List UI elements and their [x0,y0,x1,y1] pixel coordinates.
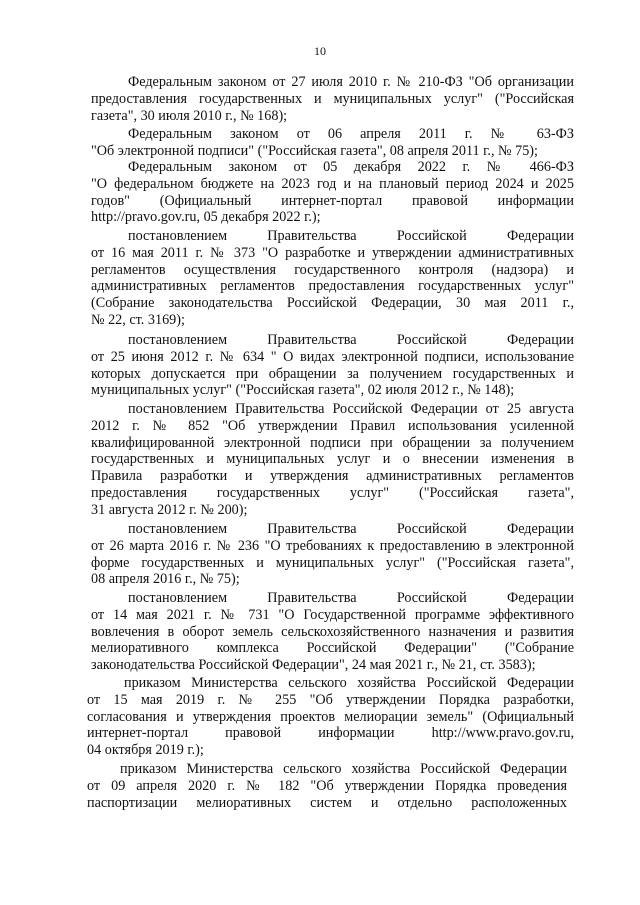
text-line: годов" (Официальный интернет-портал правовой информации [91,192,574,209]
text-line: от 14 мая 2021 г. № 731 "О Государственной программе эффективного [91,606,574,623]
text-line: форме государственных и муниципальных услуг" ("Российская газета", [91,554,574,571]
text-line: Правила разработки и утверждения административных регламентов [91,468,574,485]
paragraph [91,401,574,519]
text-line: от 25 июня 2012 г. № 634 " О видах электронной подписи, использование [91,348,574,365]
text-line: административных регламентов предоставления государственных услуг" [91,278,574,295]
text-line: приказом Министерства сельского хозяйства Российской Федерации [120,761,567,777]
text-line: Федеральным законом от 27 июля 2010 г. № 210-ФЗ "Об организации [128,74,574,90]
paragraph [91,126,574,160]
text-line: постановлением Правительства Российской Федерации [128,521,574,537]
text-line: квалифицированной электронной подписи при обращении за получением [91,434,574,451]
text-line: государственных и муниципальных услуг и о внесении изменения в [91,451,574,468]
text-line: приказом Министерства сельского хозяйства Российской Федерации [124,675,574,691]
page-number: 10 [314,44,326,58]
text-line: от 09 апреля 2020 г. № 182 "Об утверждении Порядка проведения [87,777,567,794]
text-line: Федеральным законом от 05 декабря 2022 г. № 466-ФЗ [128,159,574,175]
text-line: 08 апреля 2016 г., № 75); [91,571,240,588]
text-line: согласования и утверждения проектов мелиорации земель" (Официальный [87,708,574,725]
text-line: от 16 мая 2011 г. № 373 "О разработке и утверждении административных [91,244,574,261]
text-line: 04 октября 2019 г.); [87,742,204,759]
text-line: предоставления государственных и муниципальных услуг" ("Российская [91,90,574,107]
text-line: интернет-портал правовой информации http://www.pravo.gov.ru, [87,725,574,742]
text-line: которых допускается при обращении за получением государственных и [91,365,574,382]
paragraph [87,761,567,811]
text-line: предоставления государственных услуг" ("Российская газета", [91,484,574,501]
text-line: постановлением Правительства Российской Федерации [128,228,574,244]
text-line: 31 августа 2012 г. № 200); [91,501,248,518]
paragraph [91,332,574,399]
text-line: Федеральным законом от 06 апреля 2011 г. № 63-ФЗ [128,126,574,142]
text-line: газета", 30 июля 2010 г., № 168); [91,107,288,124]
text-line: законодательства Российской Федерации", 24 мая 2021 г., № 21, ст. 3583); [91,657,536,674]
text-line: мелиоративного комплекса Российской Федерации" ("Собрание [91,640,574,657]
text-line: вовлечения в оборот земель сельскохозяйственного назначения и развития [91,623,574,640]
text-line: постановлением Правительства Российской Федерации [128,590,574,606]
paragraph [91,159,574,226]
text-line: постановлением Правительства Российской Федерации от 25 августа [128,401,574,417]
text-line: "Об электронной подписи" ("Российская газета", 08 апреля 2011 г., № 75); [91,142,538,159]
paragraph [91,74,574,124]
text-line: "О федеральном бюджете на 2023 год и на плановый период 2024 и 2025 [91,175,574,192]
text-line: паспортизации мелиоративных систем и отдельно расположенных [87,794,567,811]
text-line: № 22, ст. 3169); [91,311,185,328]
text-line: муниципальных услуг" ("Российская газета", 02 июля 2012 г., № 148); [91,382,515,399]
paragraph [87,675,574,759]
text-line: 2012 г. № 852 "Об утверждении Правил использования усиленной [91,417,574,434]
text-line: регламентов осуществления государственного контроля (надзора) и [91,261,574,278]
text-line: от 26 марта 2016 г. № 236 "О требованиях к предоставлению в электронной [91,537,574,554]
text-line: (Собрание законодательства Российской Федерации, 30 мая 2011 г., [91,295,574,312]
paragraph [91,590,574,674]
paragraph [91,228,574,329]
text-line: постановлением Правительства Российской Федерации [128,332,574,348]
text-line: от 15 мая 2019 г. № 255 "Об утверждении Порядка разработки, [87,691,574,708]
paragraph [91,521,574,588]
text-line: http://pravo.gov.ru, 05 декабря 2022 г.); [91,209,321,226]
